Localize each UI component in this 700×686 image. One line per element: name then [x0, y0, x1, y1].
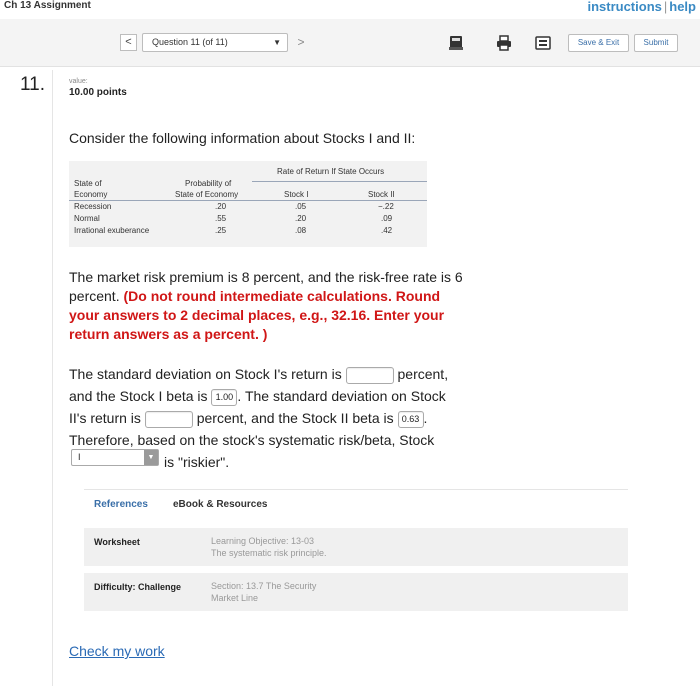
table-cell-state: Irrational exuberance	[74, 226, 150, 235]
references-tabs	[84, 489, 628, 519]
top-links	[587, 0, 696, 14]
previous-question-button[interactable]: <	[120, 34, 137, 51]
prompt-instruction: return answers as a percent. )	[69, 326, 268, 342]
col-header-state: State of	[74, 179, 102, 188]
question-intro: Consider the following information about Stocks I and II:	[69, 130, 416, 146]
answer-line	[69, 363, 448, 385]
table-rule	[252, 181, 427, 182]
answer-line	[69, 407, 448, 429]
next-question-button[interactable]: >	[297, 35, 305, 49]
link-separator: |	[663, 0, 668, 14]
reference-icon[interactable]	[534, 34, 552, 52]
answer-text: The standard deviation on Stock I's return is	[69, 366, 342, 382]
objective-line: Learning Objective: 13-03	[211, 536, 315, 546]
calculator-icon[interactable]	[447, 34, 465, 52]
section-line: Section: 13.7 The Security	[211, 581, 317, 591]
difficulty-label: Difficulty: Challenge	[94, 582, 182, 592]
prompt-instruction: your answers to 2 decimal places, e.g., 32.16. Enter your	[69, 307, 445, 323]
divider	[52, 70, 53, 686]
col-header-probability: State of Economy	[175, 190, 239, 199]
table-cell-state: Recession	[74, 202, 112, 211]
table-group-header: Rate of Return If State Occurs	[277, 167, 385, 176]
answer-text: percent, and the Stock II beta is	[196, 410, 394, 426]
chevron-down-icon: ▼	[144, 450, 158, 465]
col-header-stock-2: Stock II	[368, 190, 395, 199]
reference-row-worksheet	[84, 528, 628, 566]
table-cell-stock-2: .42	[381, 226, 393, 235]
prompt-instruction: (Do not round intermediate calculations. Round	[123, 288, 441, 304]
top-bar	[0, 0, 700, 14]
table-cell-stock-2: .09	[381, 214, 393, 223]
stock-2-std-dev-input[interactable]	[145, 411, 193, 428]
answer-text: II's return is	[69, 410, 141, 426]
col-header-probability: Probability of	[185, 179, 232, 188]
tab-references[interactable]: References	[94, 499, 148, 510]
table-cell-prob: .20	[215, 202, 227, 211]
answer-text: is "riskier".	[164, 454, 230, 470]
answer-line: Therefore, based on the stock's systematic risk/beta, Stock	[69, 432, 435, 448]
assignment-title: Ch 13 Assignment	[4, 0, 91, 11]
answer-text: and the Stock I beta is	[69, 388, 208, 404]
answer-text: .	[423, 410, 428, 426]
riskier-stock-value: I	[78, 452, 81, 462]
worksheet-label: Worksheet	[94, 537, 140, 547]
check-my-work-link[interactable]: Check my work	[69, 643, 165, 659]
chevron-down-icon: ▼	[273, 38, 281, 47]
question-select-value: Question 11 (of 11)	[152, 37, 228, 47]
table-cell-prob: .25	[215, 226, 227, 235]
answer-text: percent,	[397, 366, 449, 382]
prompt-line: The market risk premium is 8 percent, and the risk-free rate is 6	[69, 269, 463, 285]
tab-ebook-resources[interactable]: eBook & Resources	[173, 499, 268, 510]
table-cell-stock-1: .08	[295, 226, 307, 235]
question-nav-bar	[0, 19, 700, 67]
returns-table	[69, 161, 427, 247]
learning-objective	[211, 535, 327, 559]
answer-text: . The standard deviation on Stock	[237, 388, 446, 404]
col-header-state: Economy	[74, 190, 108, 199]
table-cell-stock-1: .20	[295, 214, 307, 223]
stock-1-beta-input[interactable]: 1.00	[211, 389, 237, 406]
stock-1-std-dev-input[interactable]	[346, 367, 394, 384]
table-cell-state: Normal	[74, 214, 100, 223]
points-value: 10.00 points	[69, 87, 127, 98]
table-cell-stock-2: −.22	[378, 202, 394, 211]
instructions-link[interactable]: instructions	[587, 0, 662, 14]
help-link[interactable]: help	[669, 0, 696, 14]
riskier-stock-select[interactable]	[71, 449, 159, 466]
save-exit-button[interactable]: Save & Exit	[568, 34, 629, 52]
question-select[interactable]	[142, 33, 288, 52]
stock-2-beta-input[interactable]: 0.63	[398, 411, 424, 428]
table-rule	[69, 200, 427, 201]
section-reference	[211, 580, 316, 604]
prompt-line	[69, 287, 463, 306]
question-prompt	[69, 268, 463, 344]
table-cell-stock-1: .05	[295, 202, 307, 211]
col-header-stock-1: Stock I	[284, 190, 309, 199]
answer-line	[69, 385, 448, 407]
objective-line: The systematic risk principle.	[211, 548, 327, 558]
print-icon[interactable]	[495, 34, 513, 52]
reference-row-difficulty	[84, 573, 628, 611]
table-cell-prob: .55	[215, 214, 227, 223]
section-line: Market Line	[211, 593, 259, 603]
value-label: value:	[69, 78, 88, 85]
prompt-text: percent.	[69, 288, 124, 304]
submit-button[interactable]: Submit	[634, 34, 678, 52]
question-number: 11.	[20, 74, 46, 95]
